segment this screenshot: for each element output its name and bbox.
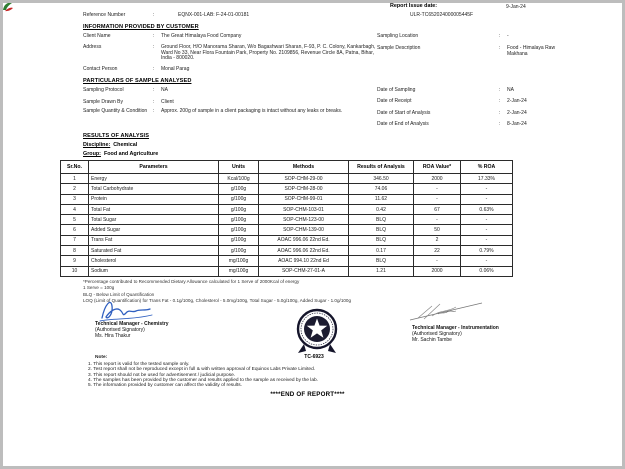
field-colon: : [499,110,501,116]
table-cell: - [461,225,513,235]
field-value: 8-Jan-24 [507,121,527,127]
table-cell: 50 [414,225,461,235]
table-cell: Protein [89,194,219,204]
field-value: Ground Floor, H/O Manorama Sharan, W/o Bagashwari Sharan, F-93, P. C. Colony, Kankarbagh, Ward No 33, Near Flora Fountain Park, Property No. 2109856, Revenue Circle 8A, Patna, Bihar, India - 800020. [161,44,376,62]
table-cell: 9 [61,256,89,266]
field-colon: : [499,33,501,39]
table-row [61,225,513,235]
text-line: 1 Serve = 100g [83,284,115,290]
table-cell: - [414,184,461,194]
field-client-name [83,34,373,40]
table-cell: SOP-CHM-99-01 [259,194,349,204]
table-row [61,256,513,266]
column-header: ROA Value* [414,161,461,174]
table-cell: AOAC 996.06 22nd Ed. [259,235,349,245]
notes-label: Note: [95,355,108,360]
accreditation-seal [294,308,340,354]
field-label: Sample Drawn By [83,99,124,105]
notes-list [88,362,508,388]
table-cell: 2000 [414,266,461,276]
field-label: Date of Start of Analysis [377,110,431,116]
field-colon: : [153,108,155,114]
table-cell: BLQ [349,235,414,245]
field-value: NA [161,87,168,93]
field-label: Sample Description [377,45,421,51]
table-cell: g/100g [219,194,259,204]
field-colon: : [499,98,501,104]
signature-left-scribble [98,296,156,324]
table-cell: g/100g [219,184,259,194]
section-customer-info: INFORMATION PROVIDED BY CUSTOMER [83,24,199,30]
table-cell: Total Fat [89,204,219,214]
field-colon: : [153,44,155,50]
field-colon: : [499,87,501,93]
field-colon: : [499,45,501,51]
table-cell: 3 [61,194,89,204]
table-cell: Total Sugar [89,215,219,225]
reference-colon: : [153,12,155,18]
table-cell: BLQ [349,215,414,225]
table-cell: Trans Fat [89,235,219,245]
group-value: Food and Agriculture [103,151,159,157]
table-cell: Total Carbohydrate [89,184,219,194]
table-cell: 1.21 [349,266,414,276]
signatory-name: Ms. Hira Thakur [95,333,131,340]
table-cell: 74.06 [349,184,414,194]
table-cell: 2000 [414,174,461,184]
field-colon: : [499,121,501,127]
table-cell: g/100g [219,246,259,256]
table-cell: 0.06% [461,266,513,276]
table-cell: 22 [414,246,461,256]
table-cell: 17.33% [461,174,513,184]
table-row [61,246,513,256]
table-cell: 8 [61,246,89,256]
table-row [61,174,513,184]
ulr-number: ULR-TC652024000005445F [410,12,474,18]
field-colon: : [153,66,155,72]
lab-logo [2,1,14,13]
text-line: 1. This report is valid for the tested sample only. [88,362,190,367]
signatory-subtitle: (Authorised Signatory) [412,331,462,338]
table-cell: 67 [414,204,461,214]
field-colon: : [153,99,155,105]
signatory-title: Technical Manager - Instrumentation [412,325,499,331]
group-row [83,151,158,157]
field-date-of-receipt [377,99,573,105]
signatory-subtitle: (Authorised Signatory) [95,327,145,334]
results-table-header-row [61,161,513,174]
table-row [61,184,513,194]
section-particulars: PARTICULARS OF SAMPLE ANALYSED [83,78,192,84]
discipline-row [83,142,137,148]
column-header: Sr.No. [61,161,89,174]
table-cell: AOAC 996.06 22nd Ed. [259,246,349,256]
field-sampling-location [377,34,573,40]
column-header: Results of Analysis [349,161,414,174]
column-header: Units [219,161,259,174]
table-cell: Cholesterol [89,256,219,266]
end-of-report: ****END OF REPORT**** [270,391,345,398]
field-value: Client [161,99,174,105]
table-cell: - [461,235,513,245]
signatory-title: Technical Manager - Chemistry [95,321,169,327]
table-cell: - [414,194,461,204]
table-row [61,235,513,245]
table-row [61,204,513,214]
table-cell: Sodium [89,266,219,276]
table-cell: SOP-CHM-28-00 [259,184,349,194]
table-cell: - [414,215,461,225]
field-value: 2-Jan-24 [507,98,527,104]
table-cell: 346.50 [349,174,414,184]
table-cell: g/100g [219,204,259,214]
table-cell: 0.17 [349,246,414,256]
text-line: LOQ (Limit of Quantification) for Trans Fat - 0.1g/100g, Cholesterol - 5.0mg/100g, Total Sugar - 5.0g/100g, Added Sugar - 1.0g/100g [83,297,352,303]
table-cell: 10 [61,266,89,276]
table-cell: SOP-CHM-27-01-A [259,266,349,276]
table-cell: - [461,194,513,204]
column-header: % ROA [461,161,513,174]
field-sample-description [377,46,573,57]
field-sample-quantity-condition [83,109,413,115]
table-cell: 5 [61,215,89,225]
table-cell: 7 [61,235,89,245]
field-colon: : [153,33,155,39]
table-cell: SOP-CHM-123-00 [259,215,349,225]
text-line: 2. Test report shall not be reproduced except in full & with written approval of Equinox Labs Private Limited. [88,367,316,373]
group-label: Group: [83,151,101,157]
table-cell: g/100g [219,215,259,225]
text-line: 3. This report should not be used for advertisement / judicial purpose. [88,372,236,378]
table-cell: - [461,256,513,266]
field-colon: : [153,87,155,93]
table-cell: SOP-CHM-103-01 [259,204,349,214]
field-label: Date of Receipt [377,98,412,104]
field-value: NA [507,87,514,93]
table-cell: SOP-CHM-139-00 [259,225,349,235]
field-label: Sampling Location [377,33,419,39]
field-address [83,45,383,62]
table-cell: Saturated Fat [89,246,219,256]
table-cell: - [461,215,513,225]
signatory-name: Mr. Sachin Tambe [412,337,452,344]
text-line: 5. The information provided by customer can affect the validity of results. [88,383,242,389]
field-value: Monal Parag [161,66,190,72]
field-value: Approx. 200g of sample in a client packaging is intact without any leaks or breaks. [161,108,343,114]
table-cell: 2 [414,235,461,245]
field-label: Date of End of Analysis [377,121,429,127]
table-cell: BLQ [349,225,414,235]
table-cell: 11.62 [349,194,414,204]
field-label: Sample Quantity & Condition [83,108,148,114]
field-label: Sampling Protocol [83,87,124,93]
text-line: 4. The samples has been provided by the customer and results applied to the sample as received by the lab. [88,377,319,383]
table-cell: g/100g [219,225,259,235]
field-label: Contact Person [83,66,118,72]
discipline-label: Discipline: [83,142,111,148]
field-value: Food - Himalaya Raw Makhana [507,45,556,57]
table-cell: 0.63% [461,204,513,214]
table-cell: 1 [61,174,89,184]
table-row [61,266,513,276]
results-table-body [61,174,513,277]
table-cell: AOAC 994.10 22nd Ed [259,256,349,266]
field-sample-drawn-by [83,100,373,106]
field-date-start-analysis [377,111,573,117]
table-cell: - [461,184,513,194]
table-cell: BLQ [349,256,414,266]
table-cell: Kcal/100g [219,174,259,184]
footnotes-roa [83,279,299,291]
table-cell: Energy [89,174,219,184]
text-line: BLQ - Below Limit of Quantification [83,292,155,297]
results-table [60,160,513,277]
field-label: Date of Sampling [377,87,416,93]
field-sampling-protocol [83,88,373,94]
table-cell: mg/100g [219,256,259,266]
signature-right-scribble [408,299,486,323]
column-header: Methods [259,161,349,174]
text-line: *Percentage contributed to Recommended Dietary Allowance calculated for 1 Serve of 2000Kcal of energy [83,279,300,284]
field-contact-person [83,67,373,73]
discipline-value: Chemical [113,142,138,148]
table-cell: 2 [61,184,89,194]
table-cell: 0.42 [349,204,414,214]
table-row [61,215,513,225]
table-cell: 0.79% [461,246,513,256]
signatory-right [412,325,499,344]
field-label: Client Name [83,33,111,39]
reference-number-label: Reference Number [83,12,126,18]
table-cell: 6 [61,225,89,235]
table-cell: - [414,256,461,266]
field-value: The Great Himalaya Food Company [161,33,242,39]
field-value: - [507,33,509,39]
table-row [61,194,513,204]
table-cell: g/100g [219,235,259,245]
table-cell: mg/100g [219,266,259,276]
field-date-end-analysis [377,122,573,128]
table-cell: Added Sugar [89,225,219,235]
table-cell: SOP-CHM-29-00 [259,174,349,184]
field-label: Address [83,44,102,50]
field-value: 2-Jan-24 [507,110,527,116]
signatory-left [95,321,169,340]
report-issue-date-label: Report Issue date: [390,3,438,9]
report-issue-date-value: 9-Jan-24 [506,3,526,10]
table-cell: 4 [61,204,89,214]
column-header: Parameters [89,161,219,174]
section-results: RESULTS OF ANALYSIS [83,133,150,139]
reference-number-value: EQNX-001-LAB: F-24-01-00181 [178,12,250,18]
field-date-of-sampling [377,88,573,94]
seal-label: TC-6923 [304,354,324,360]
